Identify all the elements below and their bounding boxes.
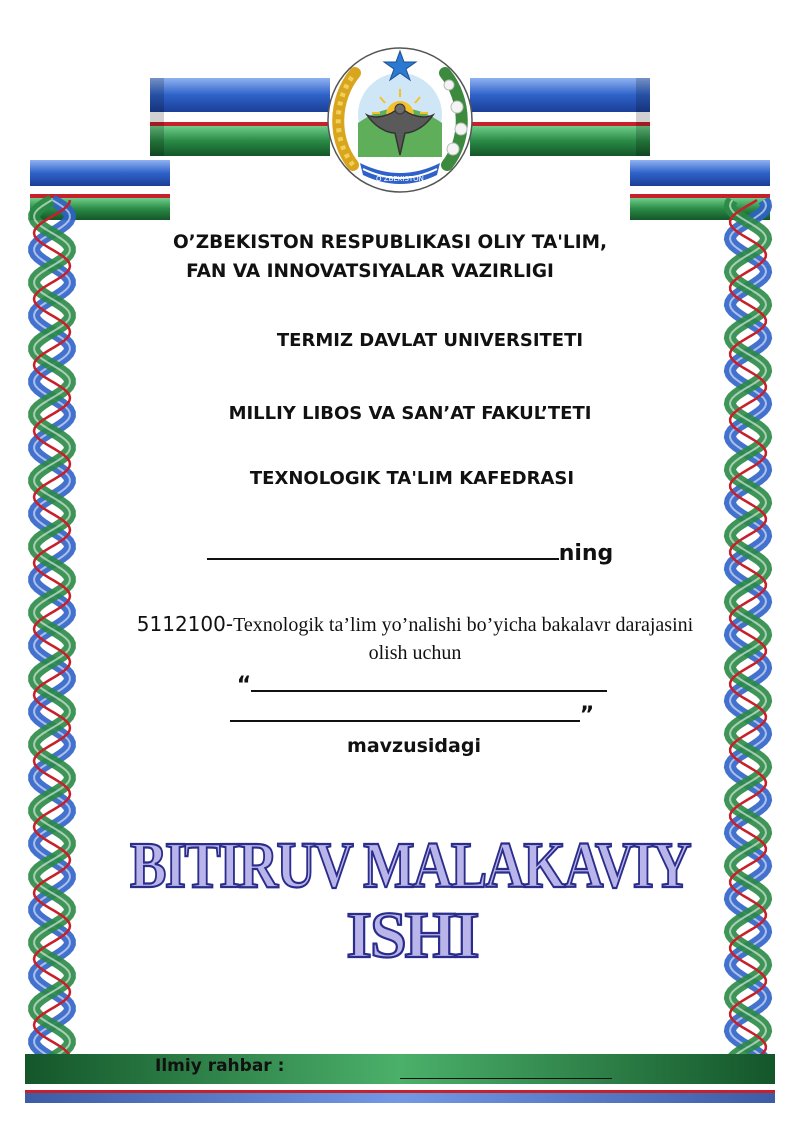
student-name-blank: [207, 536, 559, 560]
topic-close-quote: ”: [579, 703, 595, 728]
university-name: TERMIZ DAVLAT UNIVERSITETI: [276, 330, 584, 351]
title-line-1: BITIRUV MALAKAVIY: [130, 829, 692, 902]
ministry-line-1: O’ZBEKISTON RESPUBLIKASI OLIY TA'LIM,: [172, 232, 608, 253]
emblem-ribbon-text: O’ZBEKISTON: [376, 175, 424, 183]
topic-line-2: [12, 700, 800, 728]
ministry-line-2: FAN VA INNOVATSIYALAR VAZIRLIGI: [186, 261, 554, 282]
supervisor-label: Ilmiy rahbar :: [155, 1056, 285, 1076]
department-name: TEXNOLOGIK TA'LIM KAFEDRASI: [249, 468, 575, 489]
title-line-2: ISHI: [346, 899, 478, 972]
specialty-code: 5112100-: [136, 612, 234, 636]
topic-blank-1: [251, 670, 607, 692]
supervisor-blank: [400, 1078, 612, 1079]
ministry-heading: [120, 228, 660, 286]
topic-line-1: [22, 670, 800, 698]
student-name-line: [10, 536, 800, 566]
faculty-name: MILLIY LIBOS VA SAN’AT FAKUL’TETI: [228, 403, 592, 424]
name-suffix: ning: [558, 541, 614, 566]
topic-blank-2: [230, 700, 580, 722]
topic-label: mavzusidagi: [347, 735, 481, 757]
state-emblem: [325, 45, 475, 195]
topic-open-quote: “: [236, 673, 252, 698]
thesis-title: [0, 825, 800, 975]
specialty-text: [120, 610, 710, 667]
specialty-description: Texnologik ta’lim yo’nalishi bo’yicha bakalavr darajasini olish uchun: [233, 614, 694, 664]
